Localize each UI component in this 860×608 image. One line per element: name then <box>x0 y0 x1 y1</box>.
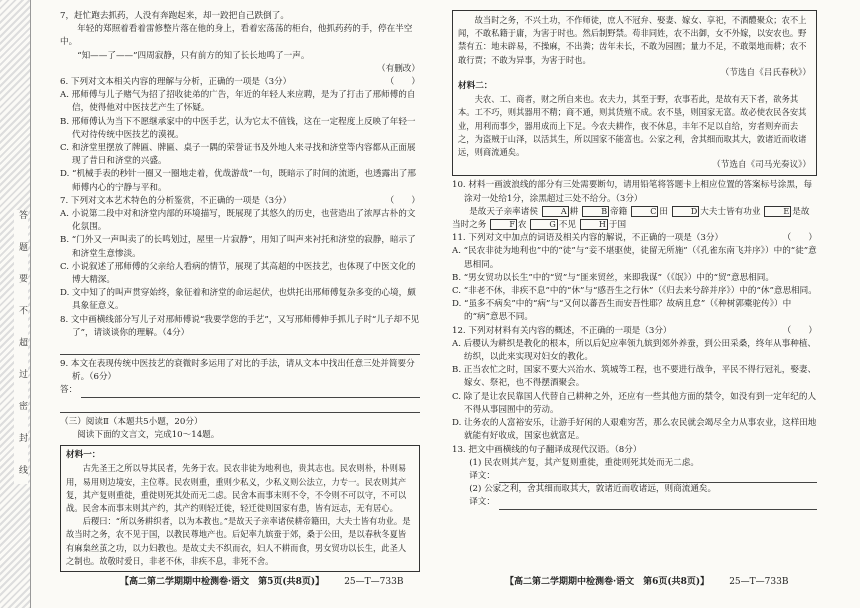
break-marker[interactable]: A <box>542 206 569 217</box>
option: C. “非老不休，非疾不息”中的“休”与“感吾生之行休”（《归去来兮辞并序》）中的“休”意思相同。 <box>452 286 817 297</box>
answer-line[interactable]: 答： <box>60 384 420 397</box>
question-10: 10. 材料一画波浪线的部分有三处需要断句，请用铅笔将答题卡上相应位置的答案标号涂黑，每涂对一处给1分，涂黑超过三处不给分。（3分） <box>452 180 813 204</box>
question-13: 13. 把文中画横线的句子翻译成现代汉语。（8分） <box>452 444 642 455</box>
translation-line[interactable]: 译文： <box>452 470 817 483</box>
question-8: 8. 文中画横线部分写儿子对邢师傅说“我要学您的手艺”，又写邢师傅伸手抓儿子时“儿子却不见了”，请谈谈你的理解。（4分） <box>60 314 420 338</box>
option: B. “门外又一声叫卖了的长鸣划过，屋里一片寂静”，用知了叫声来衬托和济堂的寂静，暗示了和济堂生意惨淡。 <box>60 235 416 259</box>
break-marker[interactable]: B <box>582 206 609 217</box>
material-label: 材料二： <box>458 81 493 92</box>
translation-line[interactable]: 译文： <box>452 496 817 509</box>
binding-strip <box>0 0 31 608</box>
answer-line[interactable] <box>60 400 420 413</box>
answer-paren[interactable]: （ ） <box>385 77 420 88</box>
option: D. “机械手表的秒针一圈又一圈地走着，优哉游哉”一句，既暗示了时间的流逝，也透露出了邢师傅内心的宁静与平和。 <box>60 169 416 193</box>
question-7: 7. 下列对文本艺术特色的分析鉴赏，不正确的一项是（3分） （ ） <box>60 195 420 208</box>
paper-code: 25—T—733B <box>344 577 404 587</box>
option: C. 除了是让农民靠国人代替自己耕种之外，还应有一些其他方面的禁令，如没有到一定年纪的人不得从事园囿中的劳动。 <box>452 391 817 415</box>
answer-paren[interactable]: （ ） <box>782 233 817 244</box>
option: A. “民农非徒为地利也”中的“徒”与“妾不堪驱使，徒留无所施”（《孔雀东南飞并序》）中的“徒”意思相同。 <box>452 246 817 270</box>
question-11: 11. 下列对文中加点的词语及相关内容的解说，不正确的一项是（3分） （ ） <box>452 232 817 245</box>
translate-sentence: (2) 公家之利，舍其细而取其大，敦诸近而收诸远，则商流通矣。 <box>469 484 717 495</box>
source-note: （节选自《司马光奏议》） <box>712 160 811 171</box>
punctuation-line: 是故天子亲率诸侯 A 耕 B 帝籍 C 田 D 大夫士皆有功业 E 是故当时之务 F 农 G 不见 H 于国 <box>452 206 810 231</box>
option: A. 邢师傅与儿子赌气为招了招收徒弟的广告，年近的年轻人来应聘，是为了打击了邢师傅的自信，使得他对中医技艺产生了怀疑。 <box>60 90 416 114</box>
passage-box <box>60 445 420 572</box>
source-note: （节选自《吕氏春秋》） <box>720 67 811 78</box>
option: A. 后稷认为耕织是教化的根本，所以后妃应率领九嫔到郊外养蚕，到公田采桑，终年从事种植、纺织，以此来实现对妇女的教化。 <box>452 338 817 363</box>
passage-para: 夫农、工、商者，财之所自来也。农夫力，其至于野，农事若此，是故有天下者，欲务其本。工不巧，则其器用不精；商不通，则其货殖不成。农不垦，则国家无富。故必使农民各安其业，用利而事少，器用成而上下足。今农夫耕作，夜不休息，丰年不足以自给，穷者则弃而去之，为盗贼于山泽，以活其生，所以国家不能富也。公家之利，舍其细而取其大，敦诸近而收诸远，则商流通矣。 <box>458 94 807 158</box>
binding-text: 答 题 要 不 超 过 密 封 线 <box>14 210 28 484</box>
question-6: 6. 下列对文本相关内容的理解与分析，正确的一项是（3分） （ ） <box>60 76 420 89</box>
break-marker[interactable]: G <box>530 219 558 230</box>
answer-paren[interactable]: （ ） <box>385 195 420 206</box>
question-9: 9. 本文在表现传统中医技艺的衰微时多运用了对比的手法，请从文本中找出任意三处并简要分析。（6分） <box>60 359 415 383</box>
break-marker[interactable]: H <box>580 219 608 230</box>
option: C. 小说叙述了邢师傅的父亲给人看病的情节，展现了其高超的中医技艺，也体现了中医文化的博大精深。 <box>60 261 416 286</box>
option: D. 让务农的人富裕安乐，让游手好闲的人艰难穷苦，那么农民就会竭尽全力从事农业，这样田地就能有好收成，国家也就富足。 <box>452 418 817 442</box>
option: B. 正当农忙之时，国家不要大兴治水、筑城等工程，也不要进行战争，平民不得行冠礼，娶妻、嫁女、祭祀，也不得摆酒聚会。 <box>452 365 817 389</box>
story-para: “知——了——”四周寂静，只有前方的知了长长地鸣了一声。 <box>77 50 310 61</box>
break-marker[interactable]: C <box>631 206 658 217</box>
passage-para: 后稷曰：“所以务耕织者，以为本教也。”是故天子亲率诸侯耕帝籍田，大夫士皆有功业。是故当时之务，农不见于国，以教民尊地产也。后妃率九嫔蚕于郊，桑于公田，是以春秋冬夏皆有麻枲丝茧之功，以力妇教也。是故丈夫不织而衣，妇人不耕而食，男女贸功以长生，此圣人之制也。故敬时爱日，非老不休，非疾不息，非死不舍。 <box>66 516 411 566</box>
option: C. 和济堂里摆放了牌匾、牌匾、桌子一隅的荣誉证书及外地人来寻找和济堂等内容都从正面展现了昔日和济堂的兴盛。 <box>60 143 416 167</box>
answer-line[interactable] <box>60 342 420 355</box>
break-marker[interactable]: D <box>672 206 700 217</box>
break-marker[interactable]: E <box>764 206 791 217</box>
translate-sentence: (1) 民农则其产复，其产复则重徙，重徙则死其处而无二虑。 <box>469 457 699 468</box>
option: B. 邢师傅认为当下不愿继承家中的中医手艺，认为它太不值钱，这在一定程度上反映了年轻一代对待传统中医技艺的漠视。 <box>60 116 416 140</box>
material-label: 材料一： <box>66 450 101 461</box>
passage-para: 古先圣王之所以导其民者，先务于农。民农非徒为地利也，贵其志也。民农则朴，朴则易用，易用则边境安，主位尊。民农则重，重则少私义，少私义则公法立，力专一。民农则其产复，其产复则重徙，重徙则死其处而无二虑。民舍本而事末则不令，不令则不可以守，不可以战。民舍本而事末则其产约，其产约则轻迁徙，轻迁徙则国家有患，皆有远志，无有居心。 <box>66 463 407 513</box>
option: A. 小说第二段中对和济堂内部的环境描写，既展现了其悠久的历史，也营造出了浓厚古朴的文化氛围。 <box>60 209 416 233</box>
option: B. “男女贸功以长生”中的“贸”与“匪来贸丝，来即我谋”（《氓》）中的“贸”意思相同。 <box>452 272 774 283</box>
section-heading: （三）阅读Ⅱ（本题共5小题，20分） <box>60 416 203 427</box>
passage-para: 故当时之务，不兴土功，不作师徒，庶人不冠弁、娶妻、嫁女、享祀，不酒醴聚众；农不上闻，不敢私籍于庸，为害于时也。然后制野禁。苟非同姓，农不出御，女不外嫁，以安农也。野禁有五：地未辟易，不操麻，不出粪；齿年未长，不敢为园囿；量力不足，不敢渠地而耕；农不敢行贾；不敢为异事，为害于时也。 <box>458 15 807 65</box>
story-para: 年轻的郑照着看着雷修整片落在他的身上，看着宏荡荡的柜台，他抓药药的手，停在半空中。 <box>60 24 413 48</box>
option: D. “虽多不病矣”中的“病”与“又何以蕃吾生而安吾性耶？故病且怠”（《种树郭橐驼传》）中的“病”意思不同。 <box>452 299 792 323</box>
story-para: 7，赶忙跑去抓药，人没有奔跑起来，却一跤把自己跌倒了。 <box>60 11 289 21</box>
page-footer-right: 【高二第二学期期中检测卷·语文 第6页(共8页)】 25—T—733B <box>505 577 789 587</box>
break-marker[interactable]: F <box>490 219 517 230</box>
source-note: （有删改） <box>377 63 420 74</box>
option: D. 文中知了的叫声贯穿始终，象征着和济堂的命运起伏，也烘托出邢师傅复杂多变的心境，颇具象征意义。 <box>60 288 416 312</box>
answer-paren[interactable]: （ ） <box>782 325 817 336</box>
page-footer-left: 【高二第二学期期中检测卷·语文 第5页(共8页)】 25—T—733B <box>120 577 404 587</box>
right-column <box>452 10 817 578</box>
passage-box <box>452 10 817 176</box>
left-column <box>60 10 420 578</box>
section-instruction: 阅读下面的文言文，完成10～14题。 <box>77 429 220 440</box>
question-12: 12. 下列对材料有关内容的概述，不正确的一项是（3分） （ ） <box>452 325 817 338</box>
paper-code: 25—T—733B <box>729 577 789 587</box>
